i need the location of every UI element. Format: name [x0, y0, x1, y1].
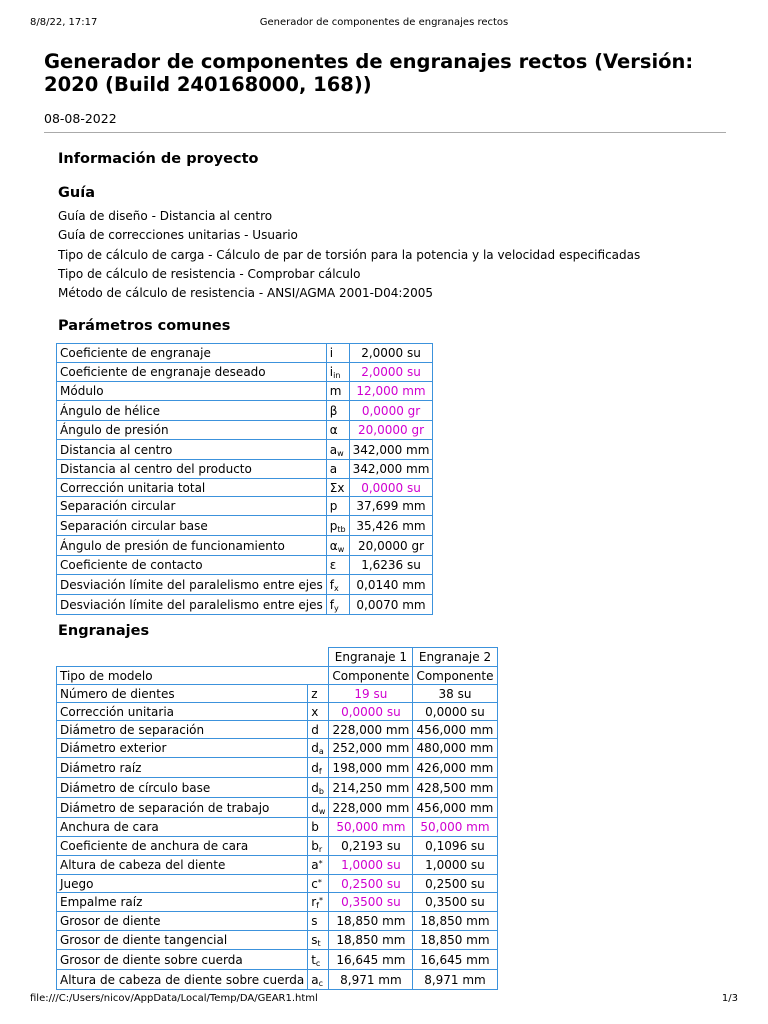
symbol-main: c — [311, 876, 318, 891]
guide-line-strength-method: Método de cálculo de resistencia - ANSI/AGMA 2001-D04:2005 — [58, 286, 434, 300]
file-path: file:///C:/Users/nicov/AppData/Local/Temp/DA/GEAR1.html — [30, 993, 318, 1004]
symbol-main: d — [311, 780, 319, 795]
symbol-main: α — [329, 538, 338, 553]
symbol-superscript: * — [317, 877, 322, 887]
symbol-main: d — [311, 760, 319, 775]
gear-1-value: 16,645 mm — [329, 950, 413, 970]
gear-2-value: 38 su — [413, 685, 497, 703]
param-symbol — [308, 912, 329, 931]
param-symbol — [326, 344, 349, 363]
table-row — [57, 798, 498, 818]
symbol-main: m — [329, 384, 342, 398]
print-datetime: 8/8/22, 17:17 — [30, 17, 98, 28]
guide-line-strength-type: Tipo de cálculo de resistencia - Comprobar cálculo — [58, 267, 361, 281]
table-row — [57, 778, 498, 798]
gear-2-value: Componente — [413, 667, 497, 685]
common-params-table — [56, 343, 433, 615]
table-row — [57, 497, 433, 516]
param-name: Desviación límite del paralelismo entre ejes — [57, 575, 327, 595]
param-name: Ángulo de hélice — [57, 401, 327, 421]
symbol-superscript: * — [318, 896, 323, 905]
symbol-main: Σx — [329, 480, 345, 495]
print-footer — [30, 993, 738, 1007]
param-name: Empalme raíz — [57, 893, 308, 912]
param-symbol — [308, 778, 329, 798]
symbol-main: x — [311, 704, 319, 719]
guide-heading: Guía — [58, 185, 95, 201]
gear-1-value: 18,850 mm — [329, 931, 413, 950]
symbol-subscript: tb — [337, 524, 346, 534]
param-symbol — [326, 479, 349, 497]
page-number: 1/3 — [721, 993, 738, 1004]
symbol-main: p — [329, 499, 338, 513]
param-value: 1,6236 su — [349, 556, 433, 575]
param-value: 0,0000 gr — [349, 401, 433, 421]
param-name: Diámetro de separación de trabajo — [57, 798, 308, 818]
symbol-main: α — [329, 423, 338, 437]
param-name: Módulo — [57, 382, 327, 401]
symbol-main: r — [311, 895, 317, 909]
symbol-main: b — [311, 839, 319, 853]
param-name: Corrección unitaria total — [57, 479, 327, 497]
gear-2-value: 0,1096 su — [413, 837, 497, 856]
symbol-main: s — [311, 933, 318, 947]
table-row — [57, 685, 498, 703]
gear-2-value: 1,0000 su — [413, 856, 497, 875]
param-name: Coeficiente de contacto — [57, 556, 327, 575]
param-value: 35,426 mm — [349, 516, 433, 536]
gear-1-value: 228,000 mm — [329, 721, 413, 739]
symbol-subscript: t — [317, 939, 321, 948]
symbol-main: a — [311, 858, 319, 872]
table-row — [57, 912, 498, 931]
table-row — [57, 931, 498, 950]
table-row — [57, 595, 433, 615]
symbol-subscript: b — [318, 786, 324, 796]
param-value: 2,0000 su — [349, 344, 433, 363]
param-symbol — [308, 758, 329, 778]
symbol-subscript: c — [318, 978, 323, 988]
gear-1-value: 228,000 mm — [329, 798, 413, 818]
param-symbol — [326, 556, 349, 575]
table-row — [57, 401, 433, 421]
param-symbol — [326, 575, 349, 595]
symbol-main: z — [311, 686, 318, 701]
symbol-subscript: x — [334, 583, 339, 593]
gear-1-header: Engranaje 1 — [329, 648, 413, 667]
param-name: Distancia al centro — [57, 440, 327, 460]
param-symbol — [308, 739, 329, 758]
symbol-main: a — [311, 972, 319, 987]
table-row — [57, 721, 498, 739]
symbol-main: d — [311, 800, 319, 815]
symbol-subscript: w — [337, 544, 345, 554]
symbol-subscript: r — [318, 845, 323, 854]
param-name: Diámetro raíz — [57, 758, 308, 778]
gear-1-value: 1,0000 su — [329, 856, 413, 875]
param-name: Ángulo de presión de funcionamiento — [57, 536, 327, 556]
symbol-main: f — [329, 577, 334, 592]
gear-2-header: Engranaje 2 — [413, 648, 497, 667]
param-name: Diámetro de separación — [57, 721, 308, 739]
report-title: Generador de componentes de engranajes rectos (Versión: 2020 (Build 240168000, 168)) — [44, 50, 694, 96]
param-symbol — [326, 497, 349, 516]
gear-2-value: 0,3500 su — [413, 893, 497, 912]
model-type-row — [57, 667, 498, 685]
table-row — [57, 536, 433, 556]
gears-heading: Engranajes — [58, 623, 150, 639]
symbol-main: d — [311, 722, 319, 737]
param-name: Altura de cabeza del diente — [57, 856, 308, 875]
symbol-main: b — [311, 820, 319, 834]
param-value: 12,000 mm — [349, 382, 433, 401]
gears-header-row — [57, 648, 498, 667]
table-row — [57, 344, 433, 363]
param-name: Grosor de diente — [57, 912, 308, 931]
table-row — [57, 893, 498, 912]
table-row — [57, 758, 498, 778]
symbol-main: p — [329, 518, 338, 533]
symbol-subscript: w — [337, 448, 344, 458]
param-symbol — [308, 685, 329, 703]
param-symbol — [326, 536, 349, 556]
symbol-main: i — [329, 365, 334, 379]
symbol-main: ε — [329, 558, 337, 572]
table-row — [57, 970, 498, 990]
table-row — [57, 556, 433, 575]
param-symbol — [308, 970, 329, 990]
param-symbol — [308, 837, 329, 856]
param-name: Coeficiente de anchura de cara — [57, 837, 308, 856]
param-symbol — [308, 703, 329, 721]
table-row — [57, 739, 498, 758]
param-name: Separación circular base — [57, 516, 327, 536]
symbol-main: d — [311, 741, 319, 755]
gear-2-value: 16,645 mm — [413, 950, 497, 970]
param-symbol — [326, 460, 349, 479]
gear-2-value: 0,0000 su — [413, 703, 497, 721]
table-row — [57, 950, 498, 970]
gear-1-value: 0,0000 su — [329, 703, 413, 721]
param-name: Juego — [57, 875, 308, 893]
table-row — [57, 479, 433, 497]
symbol-main: a — [329, 442, 338, 457]
table-row — [57, 703, 498, 721]
gear-1-value: 0,2193 su — [329, 837, 413, 856]
param-value: 0,0070 mm — [349, 595, 433, 615]
gear-1-value: 19 su — [329, 685, 413, 703]
table-row — [57, 818, 498, 837]
symbol-subscript: y — [334, 603, 339, 613]
gear-1-value: 198,000 mm — [329, 758, 413, 778]
gear-1-value: 0,3500 su — [329, 893, 413, 912]
symbol-main: t — [311, 952, 316, 967]
param-name: Separación circular — [57, 497, 327, 516]
table-row — [57, 837, 498, 856]
table-row — [57, 856, 498, 875]
report-date: 08-08-2022 — [44, 111, 117, 126]
param-name: Grosor de diente tangencial — [57, 931, 308, 950]
symbol-main: f — [329, 597, 334, 612]
symbol-main: i — [329, 346, 334, 360]
common-params-heading: Parámetros comunes — [58, 318, 231, 334]
param-symbol — [308, 721, 329, 739]
symbol-superscript: * — [318, 859, 323, 868]
gear-2-value: 8,971 mm — [413, 970, 497, 990]
project-info-heading: Información de proyecto — [58, 151, 259, 167]
symbol-subscript: f — [318, 766, 322, 776]
gear-2-value: 456,000 mm — [413, 721, 497, 739]
param-symbol — [308, 818, 329, 837]
param-symbol — [308, 875, 329, 893]
gear-2-value: 480,000 mm — [413, 739, 497, 758]
param-symbol — [326, 516, 349, 536]
symbol-subscript: w — [318, 806, 326, 816]
param-name: Tipo de modelo — [57, 667, 329, 685]
param-name: Anchura de cara — [57, 818, 308, 837]
gear-1-value: 0,2500 su — [329, 875, 413, 893]
param-value: 20,0000 gr — [349, 536, 433, 556]
param-name: Distancia al centro del producto — [57, 460, 327, 479]
gear-1-value: 8,971 mm — [329, 970, 413, 990]
symbol-main: s — [311, 914, 318, 928]
table-row — [57, 440, 433, 460]
gear-2-value: 456,000 mm — [413, 798, 497, 818]
gear-1-value: 214,250 mm — [329, 778, 413, 798]
param-value: 0,0000 su — [349, 479, 433, 497]
param-symbol — [308, 893, 329, 912]
guide-line-corrections: Guía de correcciones unitarias - Usuario — [58, 228, 298, 242]
table-row — [57, 516, 433, 536]
gear-1-value: 252,000 mm — [329, 739, 413, 758]
param-value: 342,000 mm — [349, 440, 433, 460]
symbol-main: a — [329, 462, 338, 476]
gear-2-value: 426,000 mm — [413, 758, 497, 778]
param-name: Desviación límite del paralelismo entre ejes — [57, 595, 327, 615]
table-row — [57, 875, 498, 893]
table-row — [57, 575, 433, 595]
gears-table — [56, 647, 498, 990]
param-name: Coeficiente de engranaje deseado — [57, 363, 327, 382]
gear-2-value: 18,850 mm — [413, 931, 497, 950]
param-name: Diámetro exterior — [57, 739, 308, 758]
blank-cell — [57, 648, 329, 667]
symbol-subscript: c — [315, 958, 321, 968]
table-row — [57, 382, 433, 401]
gear-1-value: Componente — [329, 667, 413, 685]
symbol-subscript: in — [333, 371, 341, 380]
symbol-subscript: f — [316, 901, 319, 910]
param-name: Altura de cabeza de diente sobre cuerda — [57, 970, 308, 990]
param-name: Número de dientes — [57, 685, 308, 703]
param-symbol — [326, 595, 349, 615]
param-name: Grosor de diente sobre cuerda — [57, 950, 308, 970]
gear-2-value: 0,2500 su — [413, 875, 497, 893]
gear-1-value: 18,850 mm — [329, 912, 413, 931]
print-header — [30, 17, 738, 31]
gear-1-value: 50,000 mm — [329, 818, 413, 837]
param-symbol — [326, 440, 349, 460]
param-symbol — [326, 421, 349, 440]
param-symbol — [308, 950, 329, 970]
symbol-main: β — [329, 403, 338, 418]
param-value: 0,0140 mm — [349, 575, 433, 595]
gear-2-value: 18,850 mm — [413, 912, 497, 931]
param-symbol — [326, 363, 349, 382]
print-page-title: Generador de componentes de engranajes rectos — [259, 17, 509, 28]
guide-line-design: Guía de diseño - Distancia al centro — [58, 209, 273, 223]
param-value: 2,0000 su — [349, 363, 433, 382]
table-row — [57, 421, 433, 440]
param-name: Ángulo de presión — [57, 421, 327, 440]
guide-line-load: Tipo de cálculo de carga - Cálculo de par de torsión para la potencia y la velocidad especificadas — [58, 248, 641, 262]
param-symbol — [326, 382, 349, 401]
param-name: Diámetro de círculo base — [57, 778, 308, 798]
param-name: Corrección unitaria — [57, 703, 308, 721]
param-value: 342,000 mm — [349, 460, 433, 479]
gear-2-value: 50,000 mm — [413, 818, 497, 837]
param-symbol — [308, 931, 329, 950]
symbol-subscript: a — [318, 747, 324, 756]
param-symbol — [308, 798, 329, 818]
param-value: 37,699 mm — [349, 497, 433, 516]
param-symbol — [326, 401, 349, 421]
param-name: Coeficiente de engranaje — [57, 344, 327, 363]
divider — [44, 132, 726, 133]
param-value: 20,0000 gr — [349, 421, 433, 440]
table-row — [57, 460, 433, 479]
param-symbol — [308, 856, 329, 875]
gear-2-value: 428,500 mm — [413, 778, 497, 798]
table-row — [57, 363, 433, 382]
